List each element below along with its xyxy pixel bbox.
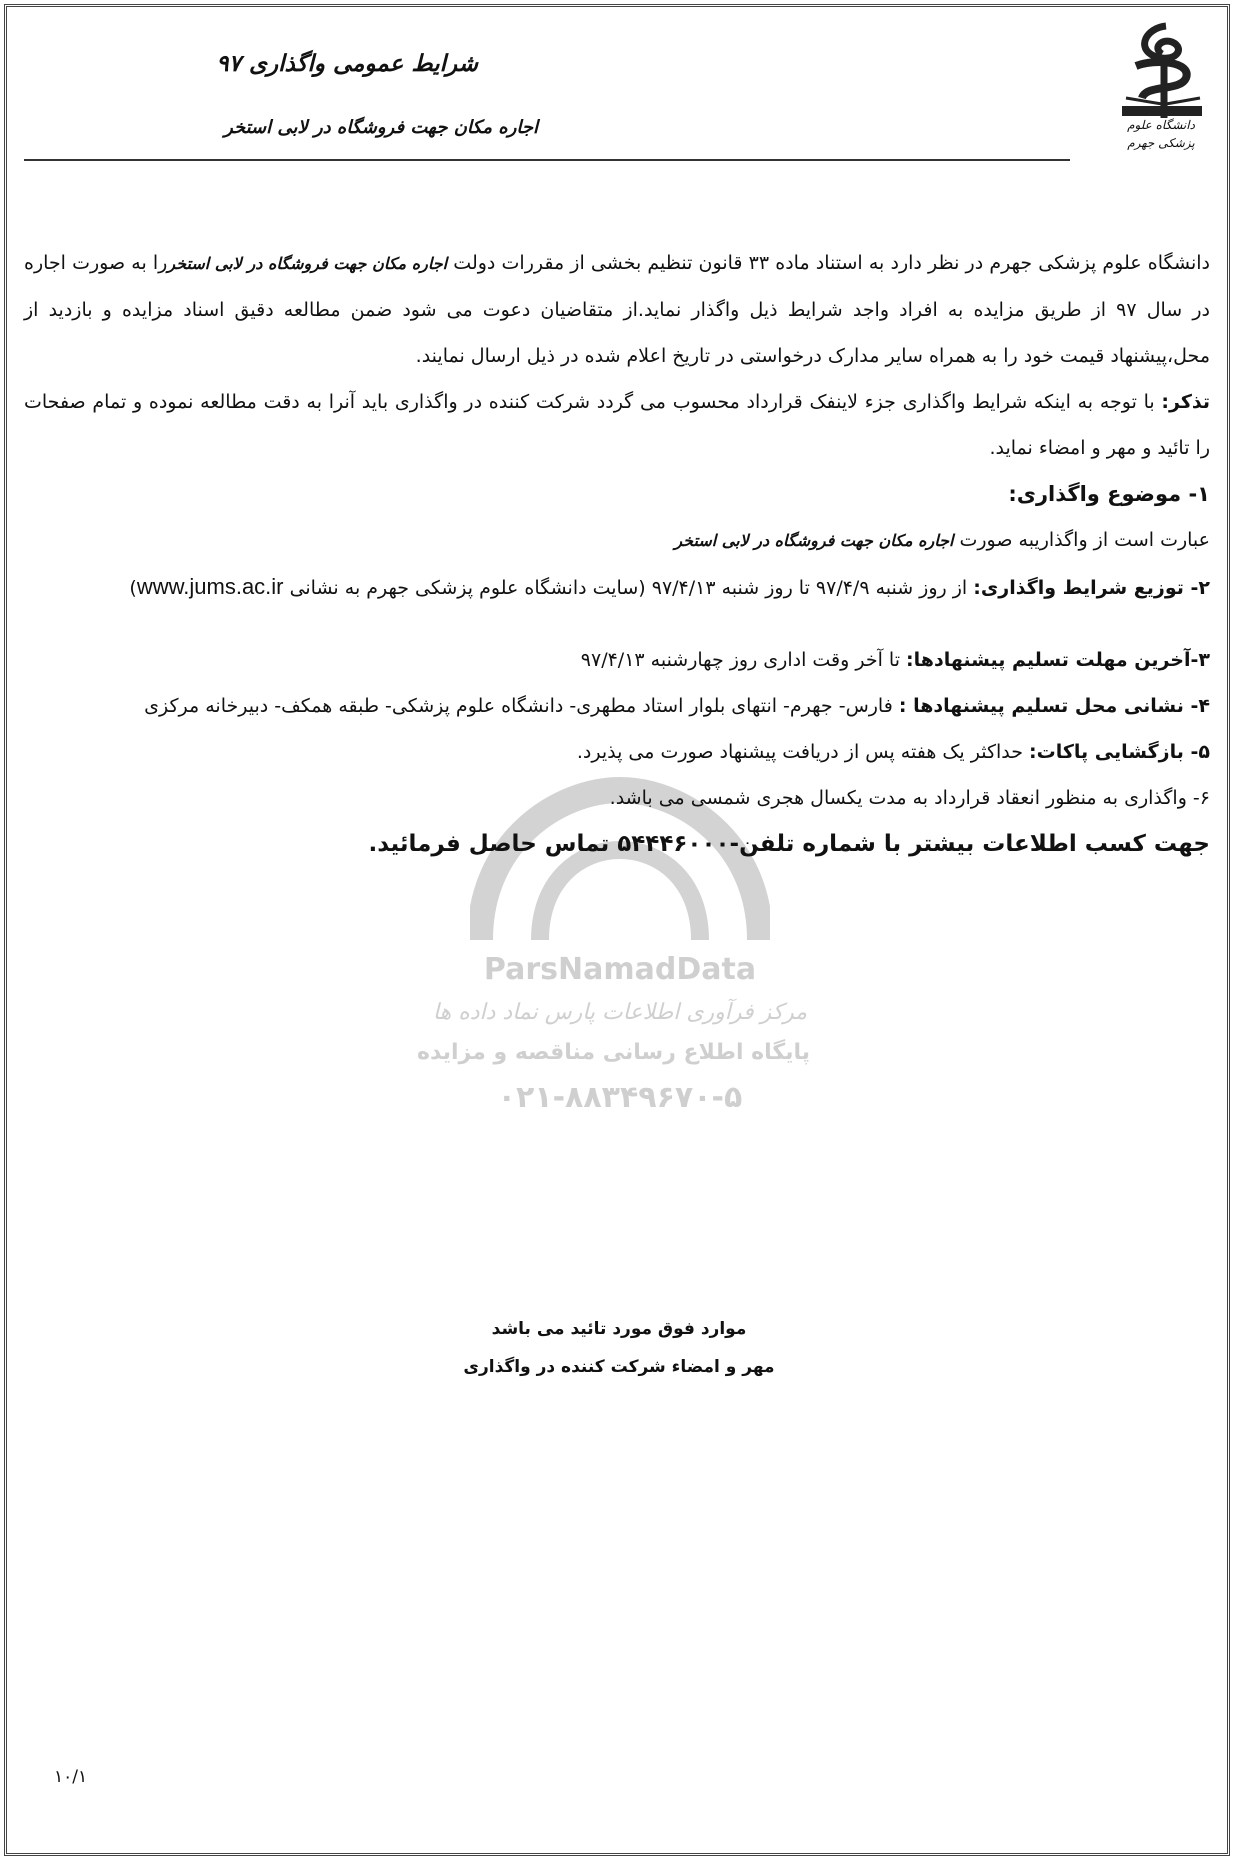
- page-number: ۱۰/۱: [54, 1767, 88, 1787]
- section-4: [24, 683, 1210, 729]
- document-title: شرایط عمومی واگذاری ۹۷: [216, 50, 478, 77]
- logo-text-line1: دانشگاه علوم: [1127, 118, 1195, 132]
- section-6: ۶- واگذاری به منظور انعقاد قرارداد به مدت یکسال هجری شمسی می باشد.: [609, 787, 1210, 809]
- watermark-line1: مرکز فرآوری اطلاعات پارس نماد داده ها: [432, 1000, 808, 1025]
- section-1-highlight: اجاره مکان جهت فروشگاه در لابی استخر: [674, 531, 954, 550]
- intro-paragraph: [24, 240, 1210, 379]
- approval-line: موارد فوق مورد تائید می باشد: [491, 1319, 747, 1339]
- logo-text-line2: پزشکی جهرم: [1127, 136, 1195, 150]
- section-3-label: ۳-آخرین مهلت تسلیم پیشنهادها:: [906, 649, 1210, 671]
- spacer: [24, 611, 1210, 637]
- watermark-phone: ۰۲۱-۸۸۳۴۹۶۷۰-۵: [497, 1080, 743, 1115]
- intro-part1: دانشگاه علوم پزشکی جهرم در نظر دارد به استناد ماده ۳۳ قانون تنظیم بخشی از مقررات دولت: [453, 252, 1210, 274]
- document-header: [18, 14, 1198, 154]
- intro-highlight: اجاره مکان جهت فروشگاه در لابی استخر: [167, 254, 448, 273]
- watermark-line2: پایگاه اطلاع رسانی مناقصه و مزایده: [417, 1040, 810, 1065]
- document-subtitle: اجاره مکان جهت فروشگاه در لابی استخر: [224, 117, 538, 138]
- header-divider: [24, 159, 1070, 161]
- university-logo: [1106, 18, 1216, 168]
- note-text: با توجه به اینکه شرایط واگذاری جزء لاینفک قرارداد محسوب می گردد شرکت کننده در واگذاری باید آنرا به دقت مطالعه نموده و تمام صفحات را تائید و مهر و امضاء نماید.: [24, 391, 1210, 459]
- document-body: [24, 240, 1210, 867]
- section-1-text: [24, 517, 1210, 564]
- signature-block: [0, 1310, 1238, 1386]
- section-2-label: ۲- توزیع شرایط واگذاری:: [973, 577, 1210, 599]
- intro-part2: را به صورت اجاره در سال ۹۷ از طریق مزایده به افراد واجد شرایط ذیل واگذار نماید.از متقاضیان دعوت می شود ضمن مطالعه دقیق اسناد مزایده و بازدید از محل،پیشنهاد قیمت خود را به همراه سایر مدارک درخواستی در تاریخ اعلام شده در ذیل ارسال نمایند.: [24, 252, 1210, 367]
- section-1-body: عبارت است از واگذاریبه صورت: [959, 529, 1210, 551]
- watermark-brand: ParsNamadData: [483, 952, 757, 987]
- stamp-signature-line: مهر و امضاء شرکت کننده در واگذاری: [463, 1357, 775, 1377]
- note-label: تذکر:: [1161, 391, 1210, 413]
- section-4-label: ۴- نشانی محل تسلیم پیشنهادها :: [898, 695, 1210, 717]
- section-5: [24, 729, 1210, 775]
- section-2-close: ): [129, 577, 137, 599]
- section-2: [24, 564, 1210, 611]
- section-2-text: از روز شنبه ۹۷/۴/۹ تا روز شنبه ۹۷/۴/۱۳ (سایت دانشگاه علوم پزشکی جهرم به نشانی: [289, 577, 968, 599]
- section-5-text: حداکثر یک هفته پس از دریافت پیشنهاد صورت می پذیرد.: [576, 741, 1023, 763]
- contact-line: جهت کسب اطلاعات بیشتر با شماره تلفن-۵۴۴۴۶۰۰۰ تماس حاصل فرمائید.: [368, 831, 1210, 857]
- section-3: [24, 637, 1210, 683]
- section-5-label: ۵- بازگشایی پاکات:: [1029, 741, 1210, 763]
- section-3-text: تا آخر وقت اداری روز چهارشنبه ۹۷/۴/۱۳: [580, 649, 900, 671]
- logo-emblem-icon: [1106, 18, 1216, 128]
- section-4-text: فارس- جهرم- انتهای بلوار استاد مطهری- دانشگاه علوم پزشکی- طبقه همکف- دبیرخانه مرکزی: [144, 695, 893, 717]
- note-paragraph: [24, 379, 1210, 471]
- university-website-link[interactable]: www.jums.ac.ir: [136, 574, 284, 599]
- section-1-heading: ۱- موضوع واگذاری:: [1008, 482, 1210, 506]
